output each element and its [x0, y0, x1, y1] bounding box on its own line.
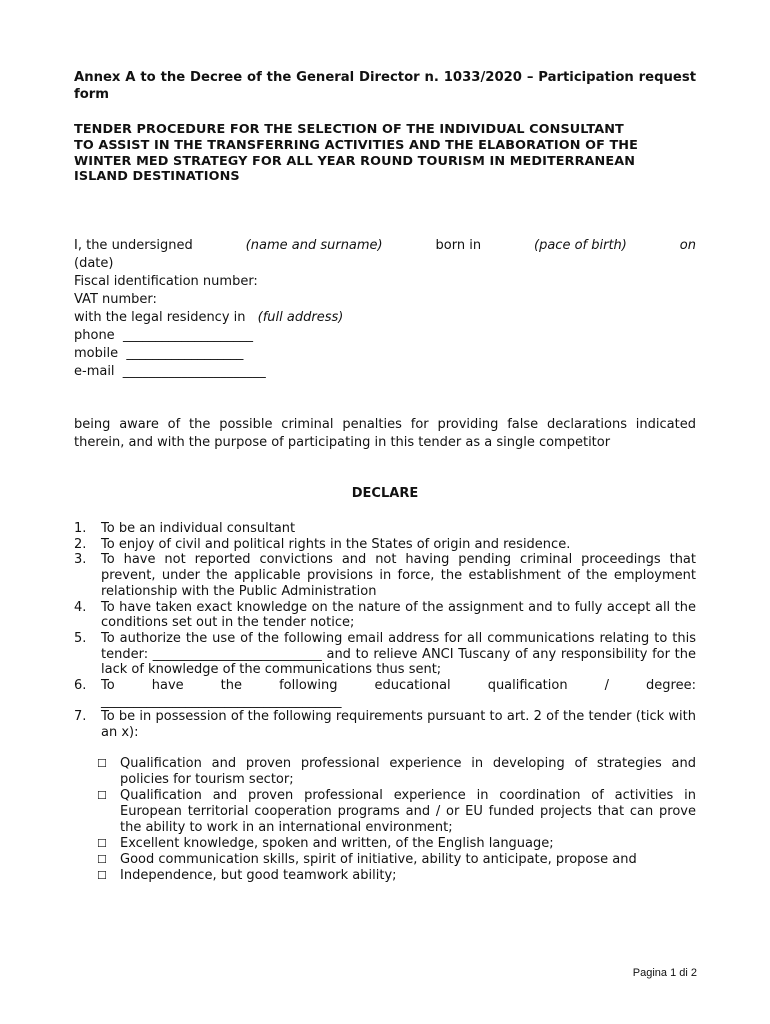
checkbox-icon[interactable]: ☐: [97, 837, 107, 850]
requirements-list: [97, 756, 696, 884]
list-item: [74, 631, 696, 678]
requirement-item: [97, 852, 696, 868]
item-number: 5.: [74, 630, 87, 646]
item-text: To be an individual consultant: [101, 521, 296, 536]
degree-underline: _____________________________________: [101, 693, 342, 709]
residency-line: [74, 309, 696, 327]
list-item: [74, 678, 696, 709]
requirement-item: [97, 788, 696, 836]
requirement-item: [97, 836, 696, 852]
requirement-text: Qualification and proven professional experience in developing of strategies and policies for tourism sector;: [120, 756, 696, 787]
requirement-text: Independence, but good teamwork ability;: [120, 868, 397, 883]
item-body: [101, 678, 696, 709]
phone-field: phone ____________________: [74, 328, 253, 343]
item-number: 2.: [74, 536, 87, 552]
tender-title-line: TO ASSIST IN THE TRANSFERRING ACTIVITIES AND THE ELABORATION OF THE: [74, 137, 638, 153]
fiscal-number-label: Fiscal identification number:: [74, 274, 258, 289]
annex-title: Annex A to the Decree of the General Director n. 1033/2020 – Participation request form: [74, 70, 696, 102]
item-number: 7.: [74, 709, 87, 725]
list-item: [74, 537, 696, 553]
requirement-item: [97, 868, 696, 884]
item-number: 4.: [74, 599, 87, 615]
residency-label: with the legal residency in: [74, 310, 246, 325]
vat-number-label: VAT number:: [74, 292, 157, 307]
list-item: [74, 600, 696, 631]
checkbox-icon[interactable]: ☐: [97, 853, 107, 866]
page-number: Pagina 1 di 2: [632, 967, 697, 979]
item-text: To have the following educational qualification / degree:: [101, 678, 696, 694]
email-field: e-mail ______________________: [74, 364, 266, 379]
declare-heading: DECLARE: [351, 486, 419, 501]
list-item: [74, 552, 696, 599]
requirement-text: Qualification and proven professional experience in coordination of activities in European territorial cooperation programs and / or EU funded projects that can prove the ability to work in an international environment;: [120, 788, 696, 835]
date-placeholder: (date): [74, 256, 114, 271]
declarations-list: [74, 521, 696, 741]
name-placeholder: (name and surname): [245, 238, 383, 253]
requirement-item: [97, 756, 696, 788]
requirement-text: Good communication skills, spirit of initiative, ability to anticipate, propose and: [120, 852, 637, 867]
item-text: To have taken exact knowledge on the nature of the assignment and to fully accept all the conditions set out in the tender notice;: [101, 599, 696, 631]
checkbox-icon[interactable]: ☐: [97, 757, 107, 770]
tender-title-line: TENDER PROCEDURE FOR THE SELECTION OF THE INDIVIDUAL CONSULTANT: [74, 122, 624, 137]
checkbox-icon[interactable]: ☐: [97, 789, 107, 802]
undersigned-label: I, the undersigned: [74, 238, 193, 253]
item-text: To be in possession of the following requirements pursuant to art. 2 of the tender (tick with an x):: [101, 709, 696, 741]
item-number: 3.: [74, 552, 87, 568]
address-placeholder: (full address): [257, 310, 344, 325]
birth-placeholder: (pace of birth): [534, 238, 627, 253]
item-number: 1.: [74, 521, 87, 536]
checkbox-icon[interactable]: ☐: [97, 869, 107, 882]
identity-section: [74, 237, 696, 381]
item-number: 6.: [74, 678, 87, 694]
awareness-paragraph: being aware of the possible criminal penalties for providing false declarations indicated therein, and with the purpose of participating in this tender as a single competitor: [74, 417, 696, 450]
on-label: on: [679, 238, 696, 253]
identity-line: [74, 237, 696, 255]
tender-title: [74, 122, 696, 185]
tender-title-line: WINTER MED STRATEGY FOR ALL YEAR ROUND TOURISM IN MEDITERRANEAN: [74, 153, 636, 169]
tender-title-line: ISLAND DESTINATIONS: [74, 169, 240, 185]
mobile-field: mobile __________________: [74, 346, 244, 361]
item-text: To authorize the use of the following email address for all communications relating to this tender: __________________________ and to relieve ANCI Tuscany of any responsibility for the lack of knowledge of the communications thus sent;: [101, 630, 696, 678]
item-text: To enjoy of civil and political rights in the States of origin and residence.: [101, 536, 571, 552]
item-text: To have not reported convictions and not having pending criminal proceedings that prevent, under the applicable provisions in force, the establishment of the employment relationship with the Public Administration: [101, 552, 696, 599]
requirement-text: Excellent knowledge, spoken and written, of the English language;: [120, 836, 554, 851]
born-in-label: born in: [435, 238, 482, 253]
list-item: [74, 521, 696, 537]
list-item: [74, 709, 696, 740]
